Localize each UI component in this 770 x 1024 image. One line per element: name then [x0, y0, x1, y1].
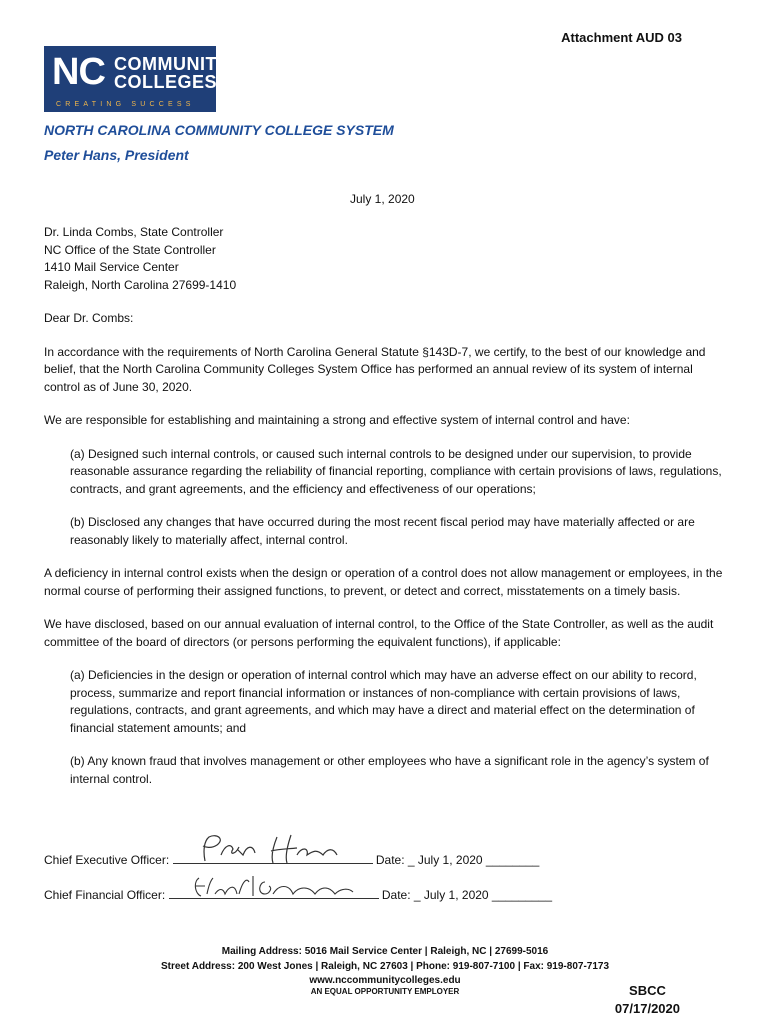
ceo-label: Chief Executive Officer:: [44, 853, 170, 867]
footer-eoe: AN EQUAL OPPORTUNITY EMPLOYER: [310, 987, 460, 996]
sbcc-stamp: [615, 982, 680, 1018]
attachment-label: Attachment AUD 03: [561, 30, 682, 45]
paragraph: A deficiency in internal control exists when the design or operation of a control does not allow management or employees, in the normal course of performing their assigned functions, to prevent, or detect and correct, misstatements on a timely basis.: [44, 566, 723, 598]
logo-nc: NC: [52, 51, 105, 93]
ceo-date: Date: _ July 1, 2020 ________: [375, 853, 540, 867]
ceo-signature-row: [44, 851, 539, 867]
stamp-line: SBCC: [629, 983, 666, 998]
salutation: Dear Dr. Combs:: [44, 311, 134, 325]
logo-text: COMMUNITY COLLEGES: [114, 54, 230, 92]
letter-body: [44, 224, 724, 804]
recipient-address: [44, 224, 724, 294]
nc-community-colleges-logo: [44, 46, 230, 112]
org-name: NORTH CAROLINA COMMUNITY COLLEGE SYSTEM: [44, 122, 394, 138]
stamp-line: 07/17/2020: [614, 1001, 680, 1016]
list-item: (a) Designed such internal controls, or caused such internal controls to be designed under our supervision, to provide reasonable assurance regarding the reliability of financial reporting, compliance with certain provisions of laws, regulations, contracts, and grant agreements, and the efficiency and effectiveness of our operations;: [70, 446, 722, 496]
cfo-signature-row: [44, 886, 552, 902]
address-line: Dr. Linda Combs, State Controller: [44, 225, 224, 239]
paragraph: We have disclosed, based on our annual evaluation of internal control, to the Office of the State Controller, as well as the audit committee of the board of directors (or persons performing the equivalent functions), if applicable:: [44, 617, 714, 649]
president-line: Peter Hans, President: [44, 147, 189, 163]
ceo-signature-image: [173, 833, 373, 867]
cfo-signature-line: [169, 886, 379, 899]
address-line: Raleigh, North Carolina 27699-1410: [44, 277, 237, 292]
logo-tagline: CREATING SUCCESS: [56, 101, 195, 108]
footer-street: Street Address: 200 West Jones | Raleigh, NC 27603 | Phone: 919-807-7100 | Fax: 919-807-7173: [160, 961, 610, 972]
cfo-date: Date: _ July 1, 2020 _________: [381, 888, 552, 902]
footer-website: www.nccommunitycolleges.edu: [309, 975, 461, 986]
address-line: 1410 Mail Service Center: [44, 260, 179, 274]
paragraph: In accordance with the requirements of North Carolina General Statute §143D-7, we certify, to the best of our knowledge and belief, that the North Carolina Community Colleges System Office has performed an annual review of its system of internal control as of June 30, 2020.: [44, 344, 706, 394]
paragraph: We are responsible for establishing and maintaining a strong and effective system of internal control and have:: [44, 413, 630, 427]
footer-mailing: Mailing Address: 5016 Mail Service Center | Raleigh, NC | 27699-5016: [221, 946, 549, 957]
list-item: (b) Any known fraud that involves management or other employees who have a significant role in the agency’s system of internal control.: [70, 754, 709, 786]
letter-date: July 1, 2020: [350, 192, 415, 206]
cfo-signature-image: [169, 872, 379, 902]
cfo-label: Chief Financial Officer:: [44, 888, 166, 902]
list-item: (b) Disclosed any changes that have occurred during the most recent fiscal period may have materially affected or are reasonably likely to materially affect, internal control.: [70, 515, 695, 547]
address-line: NC Office of the State Controller: [44, 242, 216, 257]
list-item: (a) Deficiencies in the design or operation of internal control which may have an adverse effect on our ability to record, process, summarize and report financial information or instances of non-compliance with certain provisions of laws, regulations, contracts, and grant agreements, and which may have a direct and material effect on the determination of financial statement amounts; and: [70, 668, 697, 735]
ceo-signature-line: [173, 851, 373, 864]
